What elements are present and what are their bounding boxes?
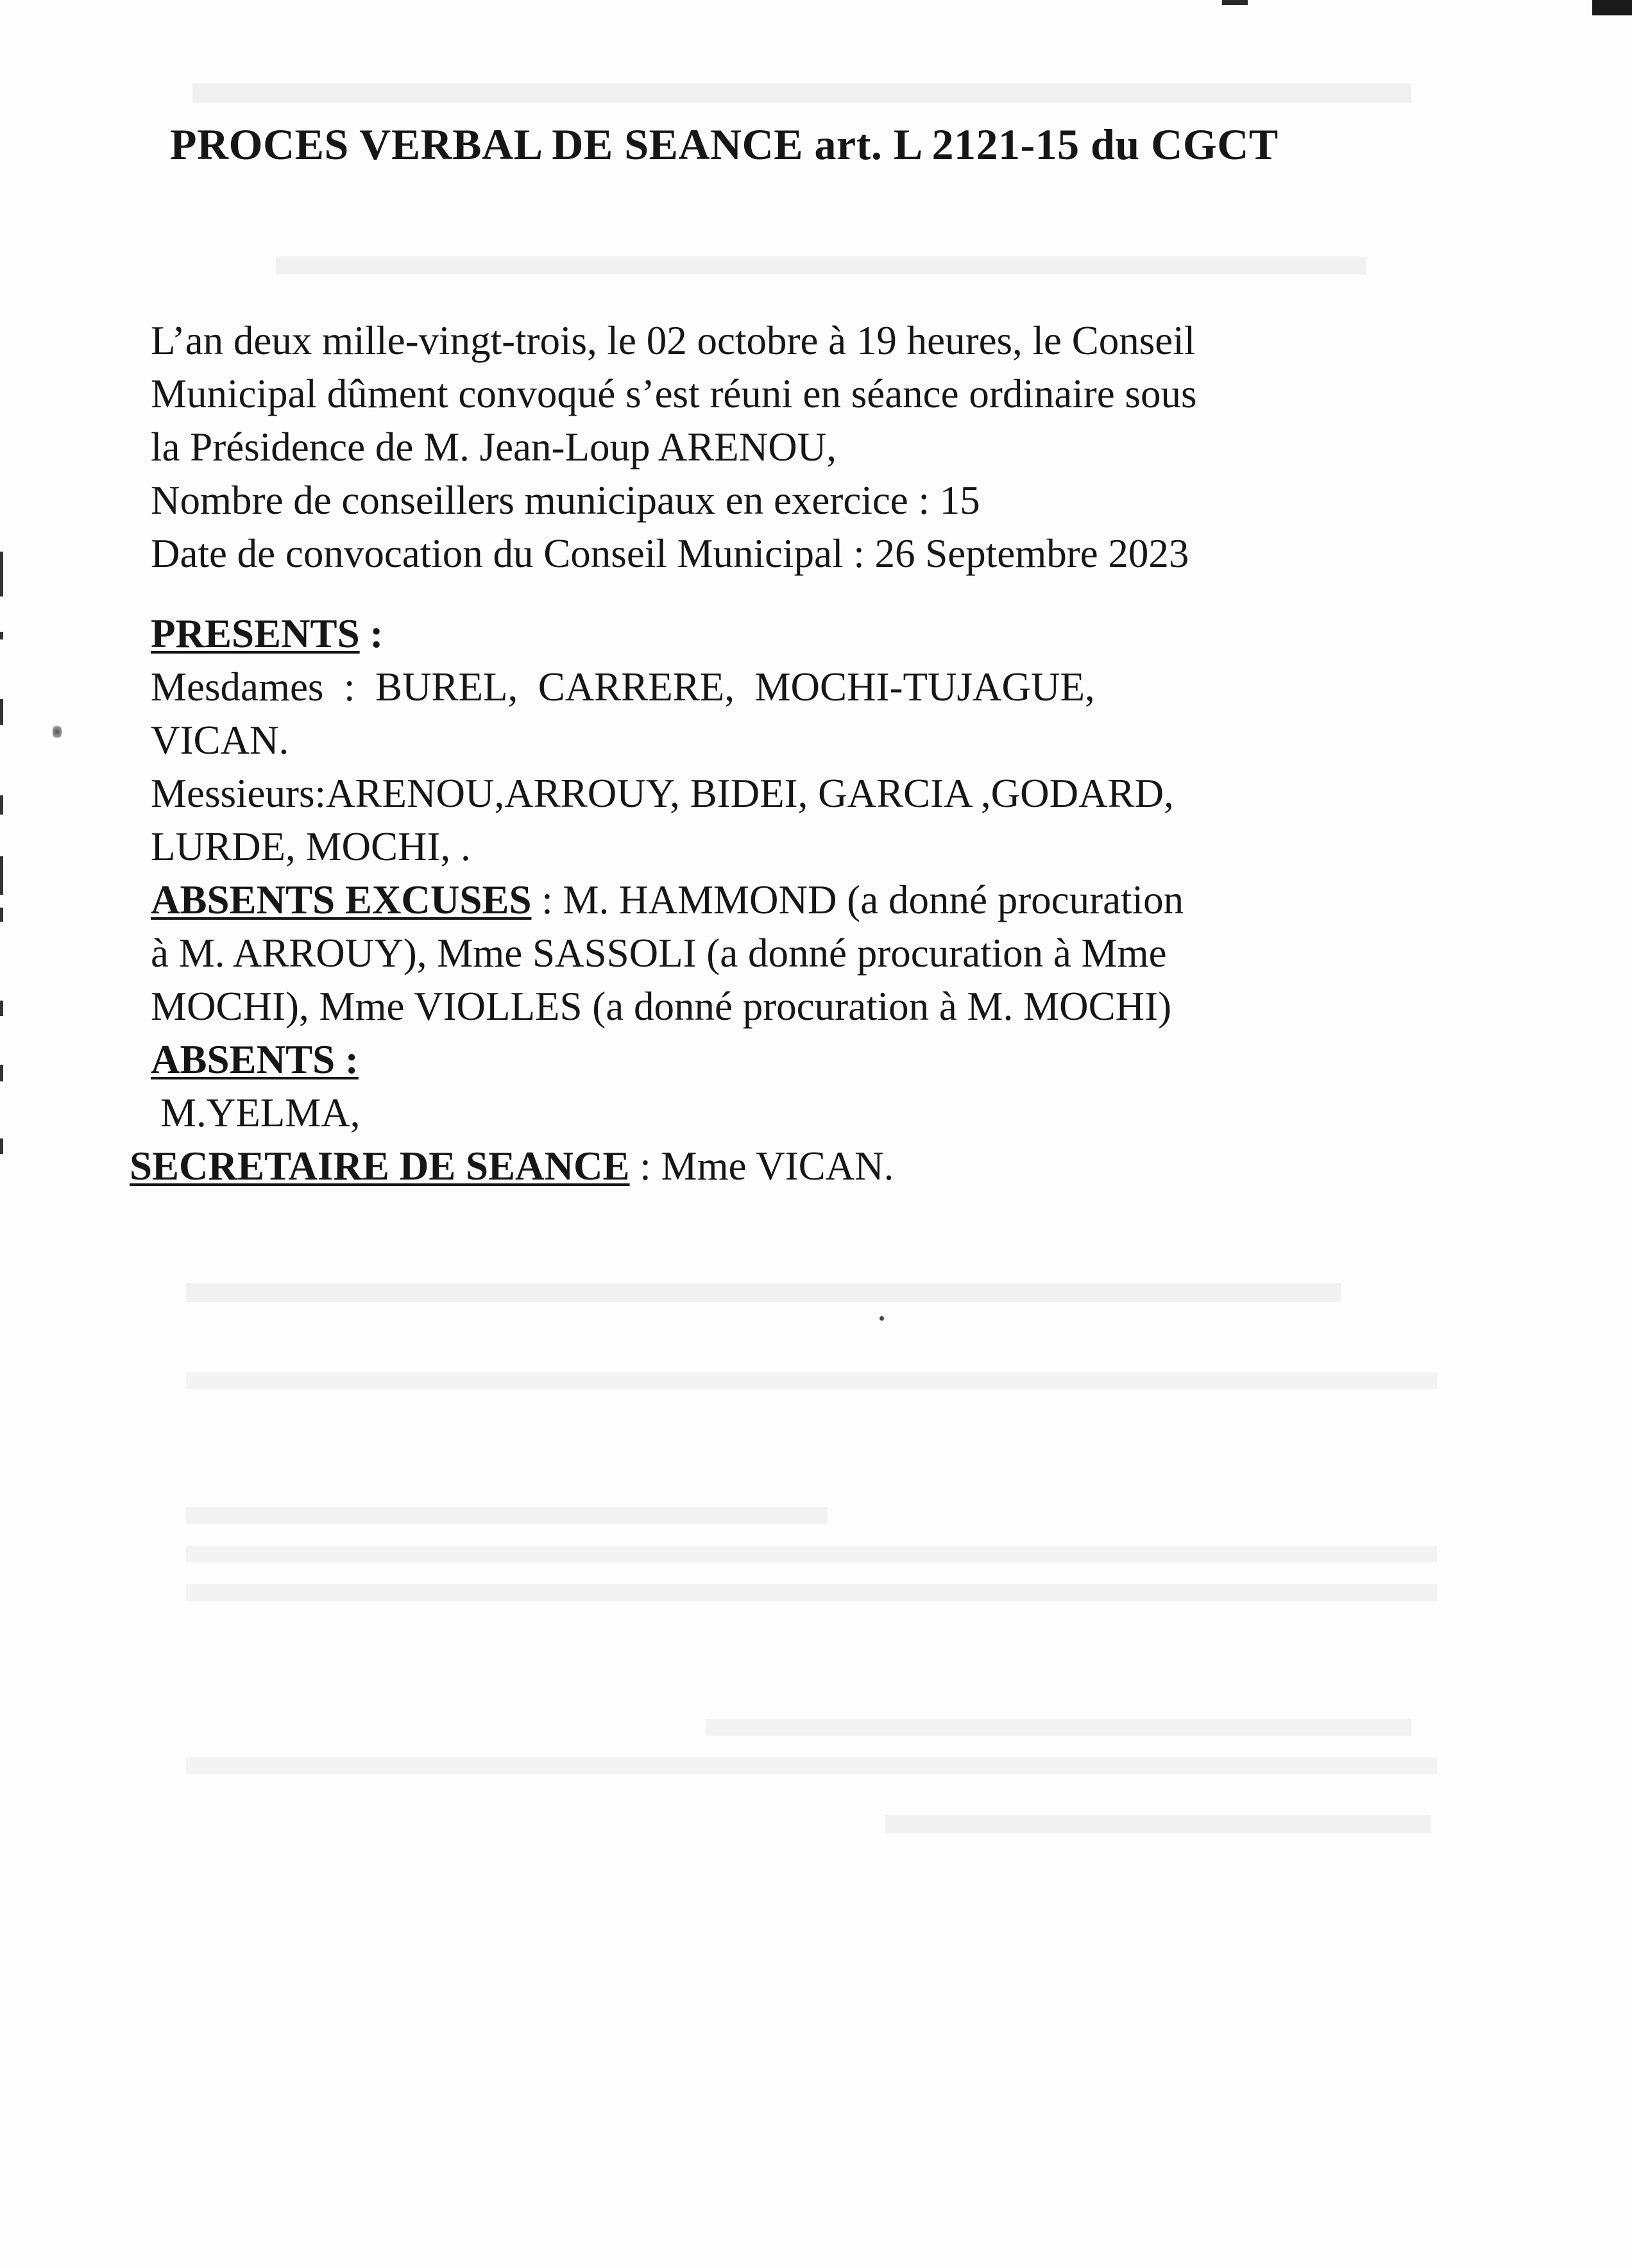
bleed-through: [186, 1757, 1437, 1774]
absents-heading: ABSENTS :: [151, 1037, 359, 1082]
bleed-through: [186, 1373, 1437, 1389]
bleed-through: [186, 1283, 1341, 1302]
bleed-through: [186, 1507, 828, 1524]
absents-heading-line: [151, 1033, 1434, 1087]
secretaire-text: : Mme VICAN.: [629, 1144, 894, 1189]
absents-line: M.YELMA,: [160, 1090, 361, 1135]
absents-excuses-heading: ABSENTS EXCUSES: [151, 877, 532, 922]
absents-excuses-text: : M. HAMMOND (a donné procuration: [531, 877, 1184, 922]
intro-line: Date de convocation du Conseil Municipal : 26 Septembre 2023: [151, 531, 1189, 576]
intro-line: Nombre de conseillers municipaux en exercice : 15: [151, 478, 980, 523]
bleed-through: [885, 1815, 1431, 1833]
scan-speck: [53, 724, 62, 740]
mesdames-line: VICAN.: [151, 718, 289, 763]
presents-heading-suffix: :: [359, 611, 384, 656]
intro-line: Municipal dûment convoqué s’est réuni en séance ordinaire sous: [151, 371, 1197, 416]
mesdames-line: Mesdames : BUREL, CARRERE, MOCHI-TUJAGUE,: [151, 664, 1095, 709]
presents-heading-line: [151, 607, 1434, 661]
edge-tick: [0, 552, 3, 597]
intro-line: L’an deux mille-vingt-trois, le 02 octobre à 19 heures, le Conseil: [151, 318, 1196, 363]
messieurs-line: LURDE, MOCHI, .: [151, 824, 471, 869]
intro-line: la Présidence de M. Jean-Loup ARENOU,: [151, 425, 837, 470]
edge-tick: [0, 795, 3, 815]
document-body: [130, 314, 1434, 1193]
absents-excuses-line: [151, 874, 1434, 927]
edge-tick: [0, 856, 3, 895]
edge-tick: [0, 1065, 3, 1081]
edge-tick: [0, 1138, 3, 1154]
presents-heading: PRESENTS: [151, 611, 360, 656]
edge-tick: [0, 699, 3, 725]
bleed-through: [276, 257, 1366, 275]
scan-dot: [880, 1316, 884, 1321]
bleed-through: [706, 1719, 1411, 1736]
bleed-through: [186, 1584, 1437, 1601]
secretaire-heading: SECRETAIRE DE SEANCE: [130, 1144, 630, 1189]
spacer: [151, 580, 1434, 607]
bleed-through: [186, 1546, 1437, 1562]
messieurs-line: Messieurs:ARENOU,ARROUY, BIDEI, GARCIA ,GODARD,: [151, 771, 1174, 816]
secretaire-line: [130, 1140, 1434, 1193]
edge-tick: [0, 1001, 3, 1016]
absents-excuses-line: MOCHI), Mme VIOLLES (a donné procuration à M. MOCHI): [151, 984, 1172, 1029]
edge-tick: [0, 632, 3, 639]
document-title: PROCES VERBAL DE SEANCE art. L 2121-15 du CGCT: [170, 120, 1279, 169]
bleed-through: [192, 83, 1411, 103]
absents-excuses-line: à M. ARROUY), Mme SASSOLI (a donné procuration à Mme: [151, 931, 1167, 976]
edge-tick: [0, 908, 3, 922]
scan-corner-mark: [1592, 0, 1632, 15]
scan-mark: [1222, 0, 1248, 5]
